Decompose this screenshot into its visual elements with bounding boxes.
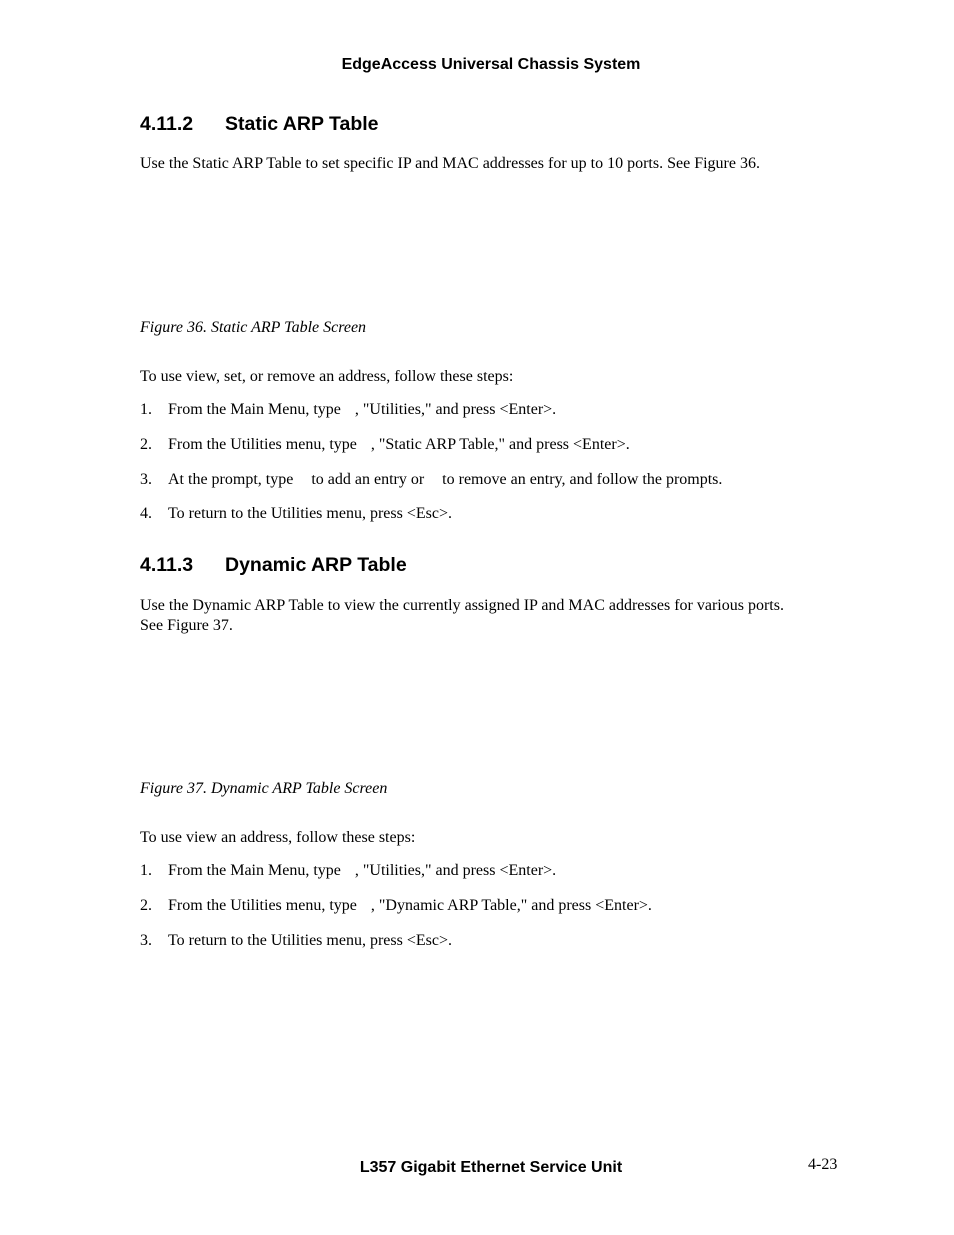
- dynamic-steps-intro: To use view an address, follow these steps:: [140, 829, 416, 846]
- running-header: EdgeAccess Universal Chassis System: [341, 56, 641, 73]
- figure-37-caption: Figure 37. Dynamic ARP Table Screen: [140, 780, 388, 797]
- step-text: to add an entry or: [311, 471, 425, 488]
- step-text: , "Utilities," and press <Enter>.: [354, 401, 557, 418]
- dynamic-step-1: [140, 862, 556, 880]
- dynamic-step-2: [140, 897, 652, 915]
- paragraph-dynamic-intro-line-1: Use the Dynamic ARP Table to view the currently assigned IP and MAC addresses for various ports.: [140, 597, 784, 614]
- running-footer: L357 Gigabit Ethernet Service Unit: [359, 1159, 623, 1176]
- dynamic-step-3: [140, 932, 452, 950]
- section-number: 4.11.2: [140, 113, 194, 135]
- static-step-3: [140, 471, 722, 489]
- static-step-2: [140, 436, 630, 454]
- section-heading-static-arp: [140, 113, 379, 136]
- section-title: Dynamic ARP Table: [225, 554, 407, 576]
- step-number: 2.: [140, 897, 152, 914]
- step-number: 1.: [140, 862, 152, 879]
- step-text: From the Main Menu, type: [168, 401, 341, 418]
- step-number: 3.: [140, 471, 152, 488]
- step-text: , "Utilities," and press <Enter>.: [354, 862, 557, 879]
- step-text: To return to the Utilities menu, press <Esc>.: [168, 932, 452, 949]
- static-steps-intro: To use view, set, or remove an address, follow these steps:: [140, 368, 514, 385]
- figure-36-placeholder: [140, 186, 840, 314]
- step-text: to remove an entry, and follow the prompts.: [442, 471, 723, 488]
- step-text: From the Utilities menu, type: [168, 897, 357, 914]
- section-number: 4.11.3: [140, 554, 194, 576]
- step-number: 4.: [140, 505, 152, 522]
- page-number: 4-23: [808, 1156, 838, 1173]
- step-text: To return to the Utilities menu, press <Esc>.: [168, 505, 452, 522]
- paragraph-static-intro: Use the Static ARP Table to set specific IP and MAC addresses for up to 10 ports. See Figure 36.: [140, 155, 760, 172]
- static-step-4: [140, 505, 452, 523]
- step-text: , "Static ARP Table," and press <Enter>.: [370, 436, 630, 453]
- figure-37-placeholder: [140, 645, 840, 775]
- step-number: 3.: [140, 932, 152, 949]
- figure-36-caption: Figure 36. Static ARP Table Screen: [140, 319, 367, 336]
- static-step-1: [140, 401, 556, 419]
- section-heading-dynamic-arp: [140, 554, 407, 577]
- step-text: From the Main Menu, type: [168, 862, 341, 879]
- step-text: At the prompt, type: [168, 471, 294, 488]
- paragraph-dynamic-intro-line-2: See Figure 37.: [140, 617, 233, 634]
- step-text: , "Dynamic ARP Table," and press <Enter>.: [370, 897, 652, 914]
- step-number: 1.: [140, 401, 152, 418]
- step-text: From the Utilities menu, type: [168, 436, 357, 453]
- section-title: Static ARP Table: [225, 113, 379, 135]
- step-number: 2.: [140, 436, 152, 453]
